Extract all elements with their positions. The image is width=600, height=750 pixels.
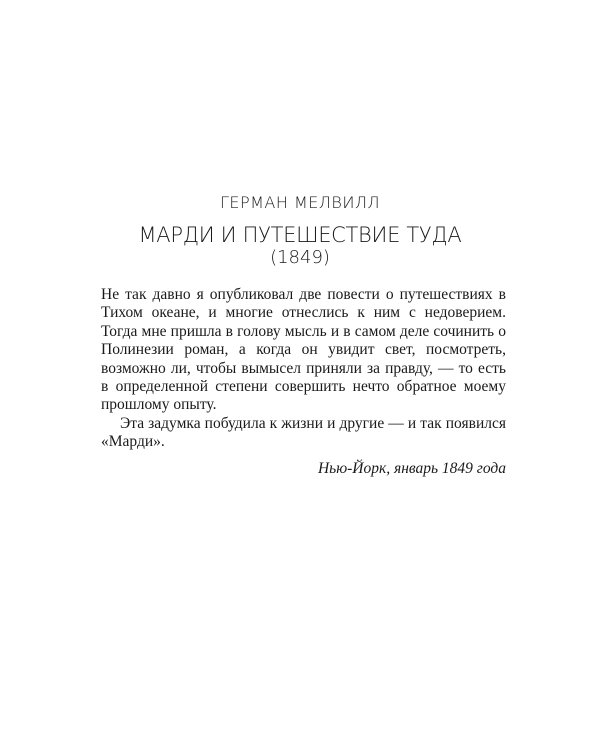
paragraph-1: Не так давно я опубликовал две повести о путешествиях в Тихом океане, и многие отнеслись к ним с недоверием. Тогда мне пришла в голову мысль и в самом деле сочинить о Полинезии роман, а когда он увидит свет, посмотреть, возможно ли, чтобы вымысел приняли за правду, — то есть в определенной степени совершить нечто обратное моему прошлому опыту. (101, 286, 506, 414)
paragraph-2: Эта задумка побудила к жизни и другие — и так появился «Марди». (101, 414, 506, 451)
place-date-signature: Нью-Йорк, январь 1849 года (317, 460, 506, 477)
author-name: ГЕРМАН МЕЛВИЛЛ (219, 193, 381, 212)
book-title: МАРДИ И ПУТЕШЕСТВИЕ ТУДА (138, 223, 462, 247)
preface-text (101, 286, 506, 452)
publication-year: (1849) (270, 247, 330, 268)
